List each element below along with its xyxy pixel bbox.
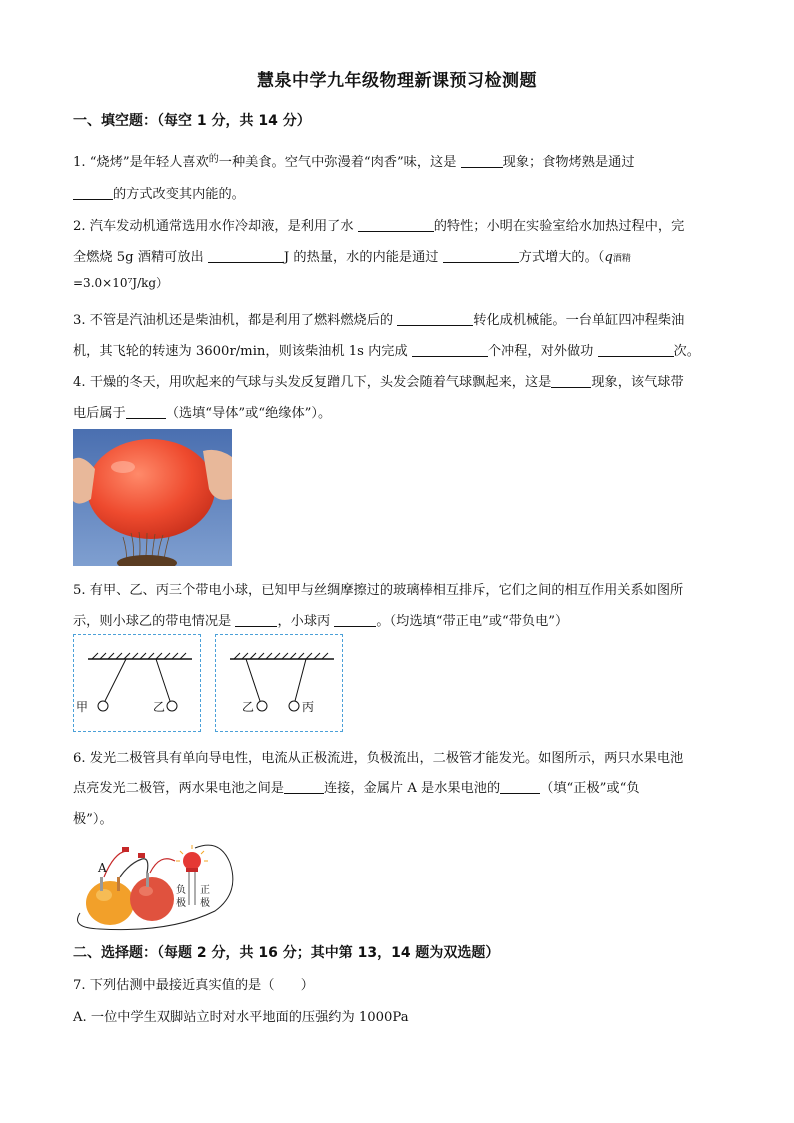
fruit-battery-led-figure	[70, 833, 240, 933]
answer-blank[interactable]	[126, 405, 166, 419]
question-2-line-3: =3.0×10⁷J/kg）	[73, 276, 169, 290]
question-6-line-2: 点亮发光二极管，两水果电池之间是 连接，金属片 A 是水果电池的 （填“正极”或“负	[73, 781, 640, 796]
question-2-line-1: 2. 汽车发动机通常选用水作冷却液，是利用了水 的特性；小明在实验室给水加热过程中，完	[73, 219, 685, 234]
question-4-line-1: 4. 干燥的冬天，用吹起来的气球与头发反复蹭几下，头发会随着气球飘起来，这是 现象，该气球带	[73, 375, 684, 390]
ball-label-jia: 甲	[76, 700, 89, 714]
ball-label-yi: 乙	[153, 700, 166, 714]
positive-pole-label: 极	[200, 898, 210, 909]
answer-blank[interactable]	[397, 312, 473, 326]
answer-blank[interactable]	[73, 186, 113, 200]
question-7-option-a[interactable]: A. 一位中学生双脚站立时对水平地面的压强约为 1000Pa	[73, 1010, 409, 1025]
ball-label-bing: 丙	[302, 700, 315, 714]
question-2-line-2: 全燃烧 5g 酒精可放出 J 的热量，水的内能是通过 方式增大的。（q酒精	[73, 250, 631, 265]
question-7-stem: 7. 下列估测中最接近真实值的是（ ）	[73, 978, 314, 993]
metal-plate-a-label: A	[98, 861, 107, 875]
question-5-line-1: 5. 有甲、乙、丙三个带电小球，已知甲与丝绸摩擦过的玻璃棒相互排斥，它们之间的相互作用关系如图所	[73, 583, 684, 598]
question-5-line-2: 示，则小球乙的带电情况是 ，小球丙 。（均选填“带正电”或“带负电”）	[73, 614, 569, 629]
positive-pole-label: 正	[200, 885, 210, 896]
answer-blank[interactable]	[412, 343, 488, 357]
answer-blank[interactable]	[443, 249, 519, 263]
section-heading-fill-blank: 一、填空题：（每空 1 分，共 14 分）	[73, 113, 311, 129]
question-3-line-2: 机，其飞轮的转速为 3600r/min，则该柴油机 1s 内完成 个冲程，对外做功 次。	[73, 344, 700, 359]
answer-blank[interactable]	[208, 249, 284, 263]
answer-blank[interactable]	[284, 780, 324, 794]
question-6-line-1: 6. 发光二极管具有单向导电性，电流从正极流进，负极流出，二极管才能发光。如图所示，两只水果电池	[73, 751, 684, 766]
answer-blank[interactable]	[334, 613, 376, 627]
question-3-line-1: 3. 不管是汽油机还是柴油机，都是利用了燃料燃烧后的 转化成机械能。一台单缸四冲程柴油	[73, 313, 685, 328]
ball-label-yi: 乙	[242, 700, 255, 714]
page-title: 慧泉中学九年级物理新课预习检测题	[257, 71, 537, 91]
question-1-line-2: 的方式改变其内能的。	[73, 183, 245, 202]
charged-balls-figure-right	[215, 634, 343, 732]
charged-balls-figure-left	[73, 634, 201, 732]
answer-blank[interactable]	[500, 780, 540, 794]
question-1-line-1: 1. “烧烤”是年轻人喜欢$^的$一种美食。空气中弥漫着“肉香”味，这是 现象；食物烤熟是通过	[73, 154, 635, 170]
question-6-line-3: 极”）。	[73, 812, 113, 827]
answer-blank[interactable]	[358, 218, 434, 232]
answer-blank[interactable]	[461, 154, 503, 168]
section-heading-multiple-choice: 二、选择题：（每题 2 分，共 16 分；其中第 13，14 题为双选题）	[73, 945, 500, 961]
question-4-line-2: 电后属于 （选填“导体”或“绝缘体”）。	[73, 406, 332, 421]
answer-blank[interactable]	[598, 343, 674, 357]
negative-pole-label: 负	[176, 885, 186, 896]
balloon-hair-photo	[73, 429, 232, 566]
answer-blank[interactable]	[551, 374, 591, 388]
negative-pole-label: 极	[176, 898, 186, 909]
answer-blank[interactable]	[235, 613, 277, 627]
